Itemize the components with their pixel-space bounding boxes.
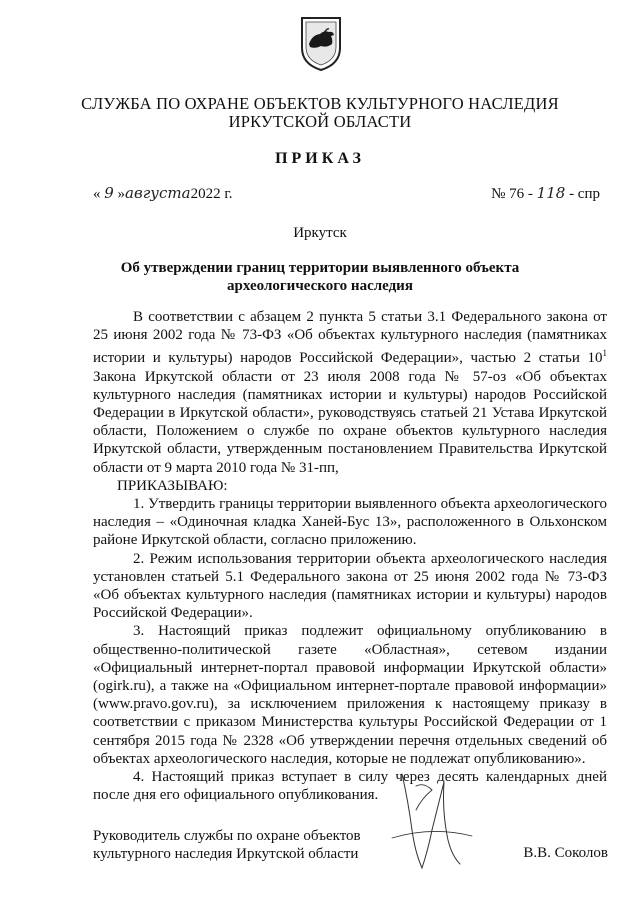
organization-name-line1: СЛУЖБА ПО ОХРАНЕ ОБЪЕКТОВ КУЛЬТУРНОГО НАСЛЕДИЯ bbox=[81, 94, 559, 113]
date-open-quote: « bbox=[93, 186, 101, 202]
organization-name-line2: ИРКУТСКОЙ ОБЛАСТИ bbox=[228, 112, 412, 131]
subject-line2: археологического наследия bbox=[227, 278, 413, 294]
order-item-3: 3. Настоящий приказ подлежит официальному опубликованию в общественно-политической газете «Областная», сетевом издании «Официальный интернет-портал правовой информации Иркутской области» (ogirk.ru), а также на «Официальном интернет-портале правовой информации» (www.pravo.gov.ru), за исключением приложения к настоящему приказу в соответствии с приказом Министерства культуры Российской Федерации от 1 сентября 2015 года № 2328 «Об утверждении перечня отдельных сведений об объектах археологического наследия, которые не подлежат опубликованию». bbox=[93, 623, 607, 767]
preamble-superscript: 1 bbox=[602, 348, 607, 359]
signatory-position-line1: Руководитель службы по охране объектов bbox=[93, 828, 361, 844]
document-type-title: ПРИКАЗ bbox=[275, 150, 365, 167]
order-item-1: 1. Утвердить границы территории выявленного объекта археологического наследия – «Одиночная кладка Ханей-Бус 13», расположенного в Ольхонском районе Иркутской области, согласно приложению. bbox=[93, 496, 607, 549]
date-year: 2022 г. bbox=[190, 186, 233, 202]
date-month-handwritten: августа bbox=[125, 184, 191, 202]
document-city: Иркутск bbox=[293, 225, 347, 241]
order-word: ПРИКАЗЫВАЮ: bbox=[117, 477, 228, 494]
signatory-position-line2: культурного наследия Иркутской области bbox=[93, 846, 359, 862]
coat-of-arms-icon bbox=[298, 14, 344, 72]
number-suffix: - спр bbox=[569, 186, 600, 202]
document-body bbox=[93, 308, 607, 804]
preamble-text-a: В соответствии с абзацем 2 пункта 5 статьи 3.1 Федерального закона от 25 июня 2002 года № 73-ФЗ «Об объектах культурного наследия (памятниках истории и культуры) народов Российской Федерации», частью 2 статьи 10 bbox=[93, 309, 607, 367]
preamble-text-b: Закона Иркутской области от 23 июля 2008 года № 57-оз «Об объектах культурного наследия (памятниках истории и культуры) народов Российской Федерации в Иркутской области», руководствуясь статьей 21 Устава Иркутской области, Положением о службе по охране объектов культурного наследия Иркутской области, утвержденным постановлением Правительства Иркутской области от 9 марта 2010 года № 31-пп, bbox=[93, 368, 607, 476]
document-number bbox=[491, 184, 600, 203]
number-prefix: № 76 - bbox=[491, 186, 533, 202]
date-close-quote: » bbox=[117, 186, 126, 202]
date-day-handwritten: 9 bbox=[104, 184, 114, 202]
subject-line1: Об утверждении границ территории выявленного объекта bbox=[120, 260, 520, 276]
order-item-4: 4. Настоящий приказ вступает в силу через десять календарных дней после дня его официального опубликования. bbox=[93, 769, 607, 804]
signatory-name: В.В. Соколов bbox=[523, 845, 608, 861]
number-handwritten: 118 bbox=[536, 184, 566, 202]
document-date bbox=[93, 184, 233, 203]
preamble-paragraph bbox=[93, 308, 607, 477]
handwritten-signature-icon bbox=[372, 760, 492, 880]
order-item-2: 2. Режим использования территории объекта археологического наследия установлен статьей 5.1 Федерального закона от 25 июня 2002 года № 73-ФЗ «Об объектах культурного наследия (памятниках истории и культуры) народов Российской Федерации». bbox=[93, 550, 607, 622]
signatory-position bbox=[93, 827, 361, 863]
document-subject bbox=[0, 259, 640, 295]
